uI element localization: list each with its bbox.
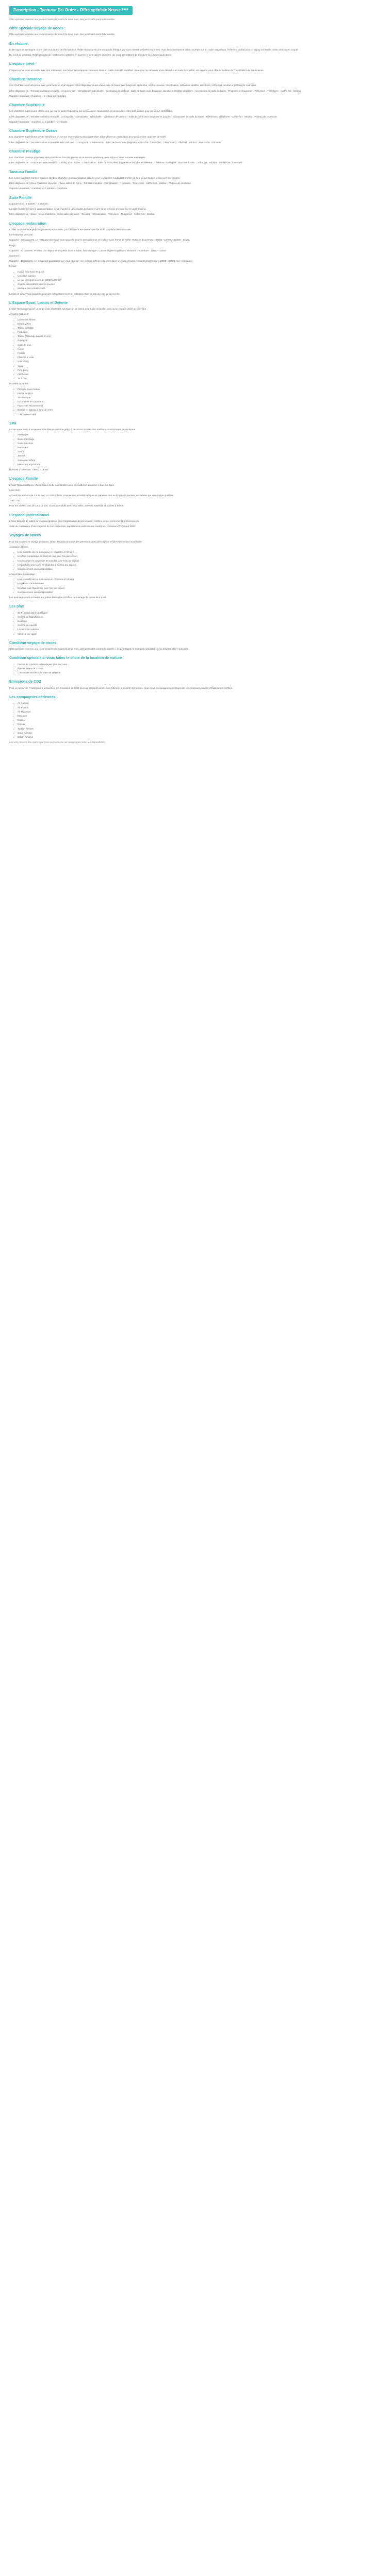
- list-item: • Air Mauritius: [18, 710, 382, 714]
- section-bar-title: Le bar :: [9, 265, 18, 268]
- list-item: • Un massage en couple de 30 minutes (une fois par séjour): [18, 560, 382, 563]
- list-item: • Happy hour tous les jours: [18, 270, 382, 274]
- list-item: • Tir à l'arc: [18, 377, 382, 380]
- sport-paid-title: Activités payantes :: [9, 382, 30, 385]
- section-offer-text: Offre spéciale reservée aux jeunes mariés de moins de deux mois, des justificatifs seront demandés.: [9, 33, 115, 36]
- section-services-title: Les plus: [9, 605, 24, 609]
- list-item: • Soins du visage: [18, 438, 382, 441]
- sport-paid-list: [9, 388, 382, 416]
- section-car-rental-title: Condition spéciale si vous faites le choix de la location de voiture: [9, 656, 122, 660]
- intro-subtitle: Offre spéciale reservée aux jeunes mariés de moins de deux mois, des justificatifs seront demandés.: [9, 18, 115, 21]
- car-rental-list: [9, 663, 382, 675]
- voyages-list: [9, 551, 382, 571]
- list-item: • Qatar Airways: [18, 732, 382, 735]
- list-item: • Emirates: [18, 715, 382, 718]
- list-item: • Sauna: [18, 450, 382, 453]
- list-item: • Ski nautique: [18, 396, 382, 399]
- restaurant-gourmet-text: Capacité : 40 couverts. Le restaurant gastronomique vous propose une cuisine raffinée à la carte dans un cadre élégant. Horaires d'ouverture : 19h00 - 22h00. Sur réservation.: [9, 260, 193, 263]
- list-item: • Un dîner romantique en bord de mer (une fois par séjour): [18, 555, 382, 558]
- anniversaire-title: Anniversaire de mariage :: [9, 573, 37, 576]
- list-item: • Planche à voile: [18, 356, 382, 359]
- list-item: • Une bouteille de vin mousseux en chambre à l'arrivée: [18, 578, 382, 581]
- list-item: • Fléchettes: [18, 373, 382, 376]
- space-text: L'espace privé vous accueille avec son restaurant, son bar et ses espaces communs dans un cadre intimiste et raffiné. Idéal pour se retrouver et se détendre en toute tranquillité, cet espace vous offre le meilleur de l'hospitalité à la mauricienne.: [9, 69, 265, 72]
- section-restaurants-title: L'espace restauration: [9, 222, 47, 226]
- spa-text: Le spa vous invite à un moment de détente absolue grâce à des soins inspirés des traditions mauriciennes et asiatiques.: [9, 428, 136, 431]
- section-suite-famille-title: Suite Famille: [9, 196, 32, 200]
- sport-intro: L'hôtel Tanausu propose un large choix d'activités sportives et de loisirs pour toute la famille, ainsi qu'un espace dédié au bien-être.: [9, 308, 147, 311]
- restaurant-main-name: Le restaurant principal :: [9, 233, 35, 236]
- list-item: • Un petit déjeuner servi en chambre (une fois par séjour): [18, 564, 382, 567]
- emission-text: Pour un séjour de 7 nuits pour 2 personnes, les émissions de CO2 liées au transport aérien sont estimées à environ 3,2 tonnes. Nous vous encourageons à compenser ces émissions auprès d'organismes certifiés.: [9, 686, 233, 689]
- list-item: • Yoga: [18, 365, 382, 368]
- voyages-subtitle: Avantages Noces :: [9, 545, 29, 548]
- kids-club-name: Kids Club :: [9, 488, 21, 492]
- restaurant-plage-name: Plage :: [9, 244, 17, 247]
- section-voyages-title: Voyages de Noces: [9, 534, 41, 538]
- list-item: • Location de voitures: [18, 628, 382, 631]
- famille-text: Les suites familiales sont composées de deux chambres communicantes, idéales pour les familles souhaitant profiter de leur séjour tout en préservant leur intimité.: [9, 177, 181, 180]
- suite-famille-text: Capacité max : 4 adultes + 2 enfants.: [9, 202, 48, 206]
- section-emission-title: Émissions de CO2: [9, 680, 41, 684]
- list-item: • Soins du corps: [18, 442, 382, 445]
- list-item: • Pédalo: [18, 352, 382, 355]
- section-chambre-tamarine-title: Chambre Tamarine: [9, 78, 42, 82]
- chambre-ocean-text: Elles disposent de : Terrasse ou balcon meublé avec vue mer · Lit king size · Climatisation · Salle de bains avec baignoire et douche · Télévision · Téléphone · Coffre-fort · Minibar · Plateau de courtoisie.: [9, 141, 222, 144]
- section-space-title: L'espace privé: [9, 62, 35, 66]
- bar-note: Le bar de plage vous accueille pour des rafraîchissements et collations légères tout au long de la journée.: [9, 292, 121, 295]
- section-airlines-title: Les compagnies aériennes: [9, 696, 56, 700]
- airlines-list: [9, 702, 382, 739]
- section-chambre-superieure-title: Chambre Supérieure: [9, 104, 45, 108]
- chambre-ocean-text: Les chambres supérieures océan bénéficient d'une vue imprenable sur l'océan Indien. Elles offrent un cadre idéal pour profiter des couchers de soleil.: [9, 135, 167, 139]
- section-famille-title: Tanausu Famille: [9, 170, 38, 174]
- section-family-space-title: L'espace Famille: [9, 477, 38, 481]
- list-item: • Âge minimum de 23 ans: [18, 667, 382, 670]
- list-item: • Permis de conduire valide depuis plus de 2 ans: [18, 663, 382, 666]
- spa-list: [9, 433, 382, 466]
- list-item: • Le bar principal ouvert de 10h00 à 00h00: [18, 279, 382, 282]
- list-item: • Kayak: [18, 348, 382, 351]
- suite-famille-text: La suite famille comprend un grand salon, deux chambres, deux salles de bains et une large terrasse donnant sur le jardin tropical.: [9, 208, 146, 211]
- list-item: • Manucure et pédicure: [18, 463, 382, 466]
- list-item: • Tennis de table: [18, 327, 382, 330]
- restaurants-intro: L'hôtel Tanausu vous propose plusieurs restaurants pour découvrir les saveurs de l'île et de la cuisine internationale.: [9, 228, 132, 231]
- list-item: • Aquagym: [18, 339, 382, 342]
- list-item: • Ping-pong: [18, 369, 382, 372]
- chambre-prestige-text: Les chambres prestige proposent des prestations haut de gamme et un espace généreux, avec salon privé et terrasse aménagée.: [9, 156, 146, 159]
- list-item: • British Airways: [18, 736, 382, 739]
- famille-text: Capacité maximale : 4 adultes ou 2 adultes + 3 enfants.: [9, 187, 68, 190]
- pro-text: L'hôtel dispose de salles de réunion équipées pour l'organisation de séminaires, conférences et événements professionnels.: [9, 519, 140, 522]
- list-item: • Musique live certains soirs: [18, 287, 382, 290]
- list-item: • Air Austral: [18, 702, 382, 705]
- list-item: • Jacuzzi: [18, 454, 382, 457]
- chambre-superieure-text: Elles disposent de : Terrasse ou balcon meublé · Lit king size · Climatisation individuelle · Ventilateur de plafond · Salle de bains avec baignoire et douche · Accessoires de salle de bains · Télévision · Téléphone · Coffre-fort · Minibar · Plateau de courtoisie.: [9, 115, 278, 118]
- services-list: [9, 612, 382, 636]
- section-chambre-ocean-title: Chambre Supérieure Océan: [9, 129, 57, 133]
- list-item: • Cocktails maison: [18, 275, 382, 278]
- summary-paragraph: Du lundi au vendredi, l'hôtel propose de nombreuses activités en journée et des soirées animées, qui vous permettront de découvrir la culture mauricienne.: [9, 54, 172, 57]
- list-item: • Parachute ascensionnel: [18, 404, 382, 408]
- chambre-tamarine-text: Ces chambres sont décorées avec goût dans un style élégant. Elles disposent toutes d'une salle de bains avec baignoire et douche, sèche-cheveux, climatisation, télévision satellite, téléphone, coffre-fort, minibar et plateau de courtoisie.: [9, 84, 257, 87]
- section-chambre-prestige-title: Chambre Prestige: [9, 149, 40, 154]
- list-item: • Caution demandée à la prise du véhicule: [18, 671, 382, 674]
- famille-text: Elles disposent de : Deux chambres séparées · Deux salles de bains · Terrasse meublée · Climatisation · Télévision · Téléphone · Coffre-fort · Minibar · Plateau de courtoisie.: [9, 182, 192, 185]
- list-item: • Centre de fitness: [18, 318, 382, 321]
- section-offer-title: Offre spéciale voyage de noces :: [9, 26, 66, 30]
- list-item: • Beach volley: [18, 323, 382, 326]
- chambre-tamarine-text: Capacité maximale : 2 adultes + 1 enfant ou 3 adultes.: [9, 94, 67, 97]
- section-conditions-title: Condition voyage de noces: [9, 641, 57, 645]
- sport-list: [9, 318, 382, 381]
- list-item: • Pêche au gros: [18, 392, 382, 395]
- summary-paragraph: Entre lagon et montagne, sur le côté Sud Ouest de l'île Maurice, l'hôtel Tanausu est une escapade féerique qui vous réserve de belles surprises. Avec ses chambres et villas ouvertes sur un cadre magnifique, l'hôtel est parfait pour un séjour en famille, entre amis ou en couple.: [9, 48, 299, 52]
- list-item: • Médecin sur appel: [18, 633, 382, 636]
- teen-club-name: Teen Club :: [9, 499, 22, 502]
- chambre-superieure-text: Capacité maximale : 3 adultes ou 2 adultes + 2 enfants.: [9, 120, 68, 123]
- restaurant-plage-text: Capacité : 80 couverts. Profitez d'un déjeuner les pieds dans le sable, face au lagon. Cuisine légère et grillades. Horaires d'ouverture : 12h00 - 15h00.: [9, 249, 167, 252]
- list-item: • Balade en bateau à fond de verre: [18, 409, 382, 412]
- list-item: • Golf (à proximité): [18, 413, 382, 416]
- list-item: • Service de blanchisserie: [18, 616, 382, 619]
- bar-list: [9, 270, 382, 291]
- voyages-intro: Pour les couples en voyage de noces, l'hôtel Tanausu propose des attentions particulières pour rendre votre séjour inoubliable.: [9, 540, 142, 543]
- list-item: • Boutique: [18, 620, 382, 623]
- list-item: • Salon de coiffure: [18, 459, 382, 462]
- list-item: • Salle de jeux: [18, 344, 382, 347]
- section-summary-title: En résumé: [9, 42, 28, 46]
- sport-subtitle: Activités gratuites :: [9, 313, 29, 316]
- teen-club-text: Pour les adolescents de 13 à 17 ans, un espace dédié avec jeux vidéo, activités sportives et soirées à thème.: [9, 504, 124, 507]
- list-item: • Plongée sous-marine: [18, 388, 382, 391]
- section-sport-title: L'Espace Sport, Loisirs et Détente: [9, 301, 68, 305]
- suite-famille-text: Elles disposent de : Salon · Deux chambres · Deux salles de bains · Terrasse · Climatisation · Télévision · Téléphone · Coffre-fort · Minibar.: [9, 213, 155, 216]
- list-item: • Hammam: [18, 446, 382, 449]
- noces-note: Les avantages sont accordés sur présentation d'un certificat de mariage de moins de 6 mois.: [9, 596, 107, 599]
- hotel-title-banner: Description - Tanausu Eel Ordre - Offre spéciale Neuve ****: [9, 6, 133, 15]
- list-item: • Turkish Airlines: [18, 727, 382, 731]
- spa-hours: Horaires d'ouverture : 09h00 - 19h00: [9, 468, 48, 471]
- list-item: • Un dîner aux chandelles (une fois par séjour): [18, 587, 382, 590]
- list-item: • Corsair: [18, 723, 382, 726]
- chambre-superieure-text: Les chambres supérieures offrent une vue sur le jardin tropical ou sur la montagne. Spacieuses et lumineuses, elles sont idéales pour un séjour confortable.: [9, 110, 173, 113]
- footer-note: Les vols peuvent être opérés par l'une ou l'autre de ces compagnies selon les disponibilités.: [9, 741, 106, 744]
- chambre-prestige-text: Elles disposent de : Grande terrasse meublée · Lit king size · Salon · Climatisation · Salle de bains avec baignoire et douche à l'italienne · Télévision écran plat · Machine à café · Coffre-fort · Minibar · Service de couverture.: [9, 161, 243, 164]
- family-space-intro: L'hôtel Tanausu dispose d'un espace dédié aux familles avec des activités adaptées à tous les âges.: [9, 483, 115, 486]
- list-item: • Massages: [18, 433, 382, 436]
- list-item: • Air France: [18, 706, 382, 709]
- list-item: • Excursions en catamaran: [18, 400, 382, 403]
- restaurant-gourmet-name: Gourmet :: [9, 255, 20, 258]
- list-item: • Pétanque: [18, 331, 382, 334]
- anniversaire-list: [9, 578, 382, 594]
- list-item: • Surclassement selon disponibilité: [18, 568, 382, 571]
- list-item: • Tennis (éclairage payant le soir): [18, 335, 382, 338]
- list-item: • Snacks disponibles toute la journée: [18, 283, 382, 286]
- list-item: • Une bouteille de vin mousseux en chambre à l'arrivée: [18, 551, 382, 554]
- restaurant-main-text: Capacité : 300 couverts. Le restaurant principal vous accueille pour le petit déjeuner et le dîner sous forme de buffet. Horaires d'ouverture : 07h00 - 10h00 et 19h00 - 22h00.: [9, 239, 190, 242]
- list-item: • Wi-Fi gratuit dans tout l'hôtel: [18, 612, 382, 615]
- list-item: • Condor: [18, 719, 382, 722]
- pro-text-2: Salle de conférence d'une capacité de 150 personnes, équipements audiovisuels modernes, connexion Wi-Fi haut débit.: [9, 525, 136, 528]
- conditions-text: Offre spéciale réservée aux jeunes mariés de moins de deux mois, des justificatifs seront demandés. Les avantages ne sont pas cumulables avec d'autres offres spéciales.: [9, 648, 189, 651]
- section-pro-title: L'espace professionnel: [9, 513, 50, 517]
- list-item: • Surclassement selon disponibilité: [18, 591, 382, 594]
- chambre-tamarine-text: Elles disposent de : Terrasse ou balcon meublé · Lit queen size · Climatisation individuelle · Ventilateur de plafond · Salle de bains avec baignoire, douche et toilettes séparées · Accessoires de salle de bains · Peignoirs et chaussons · Télévision · Téléphone · Coffre-fort · Minibar.: [9, 89, 302, 92]
- section-spa-title: SPA: [9, 421, 17, 426]
- list-item: • Un gâteau d'anniversaire: [18, 582, 382, 585]
- page: [0, 0, 391, 756]
- list-item: • Service de navette: [18, 624, 382, 627]
- list-item: • Snorkeling: [18, 360, 382, 363]
- kids-club-text: Accueil des enfants de 3 à 12 ans. Le club enfants propose des activités ludiques et créatives tout au long de la journée, encadrées par une équipe qualifiée.: [9, 494, 174, 497]
